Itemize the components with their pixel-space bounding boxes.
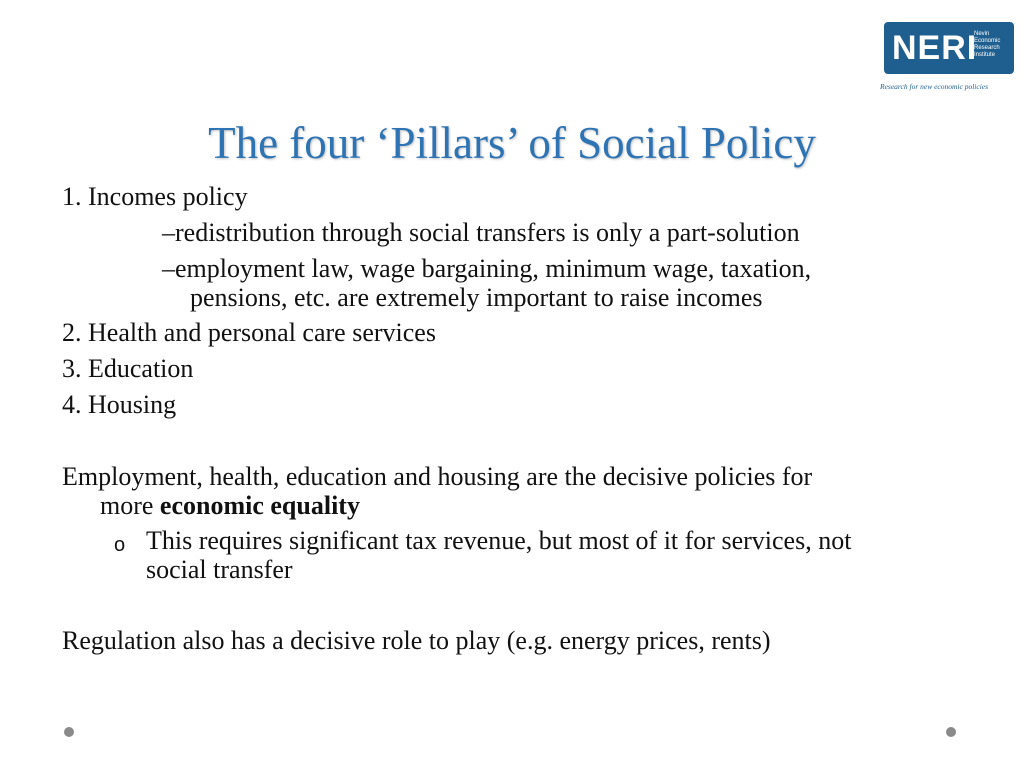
economic-equality-emphasis: economic equality (159, 491, 360, 520)
list-item-education: 3. Education (62, 354, 194, 383)
employment-statement: Employment, health, education and housing are the decisive policies for (62, 462, 813, 491)
sub-item-employment-law: –employment law, wage bargaining, minimum wage, taxation, (162, 254, 812, 283)
logo-name-line: Nevin (974, 31, 990, 37)
neri-logo (880, 18, 1016, 98)
employment-statement-cont (100, 491, 360, 521)
next-slide-dot[interactable] (946, 727, 956, 737)
sub-item-redistribution: –redistribution through social transfers is only a part-solution (162, 218, 800, 247)
logo-name-line: Economic (974, 38, 1001, 44)
logo-mark: NERI (892, 29, 978, 67)
logo-name (974, 31, 1014, 59)
requirement-bullet: This requires significant tax revenue, but most of it for services, not (146, 526, 852, 555)
bullet-marker: o (114, 534, 126, 556)
logo-name-line: Institute (974, 52, 996, 58)
sub-item-employment-law-cont: pensions, etc. are extremely important to raise incomes (190, 283, 763, 312)
list-item-incomes-policy: 1. Incomes policy (62, 182, 248, 211)
list-item-health: 2. Health and personal care services (62, 318, 436, 347)
slide-title: The four ‘Pillars’ of Social Policy (208, 118, 816, 168)
prev-slide-dot[interactable] (64, 727, 74, 737)
list-item-housing: 4. Housing (62, 390, 177, 419)
requirement-bullet-cont: social transfer (146, 555, 293, 584)
logo-badge (884, 22, 1014, 74)
regulation-statement: Regulation also has a decisive role to play (e.g. energy prices, rents) (62, 626, 771, 655)
employment-prefix: more (100, 491, 160, 520)
logo-name-line: Research (974, 45, 1000, 51)
logo-tagline: Research for new economic policies (880, 82, 989, 91)
